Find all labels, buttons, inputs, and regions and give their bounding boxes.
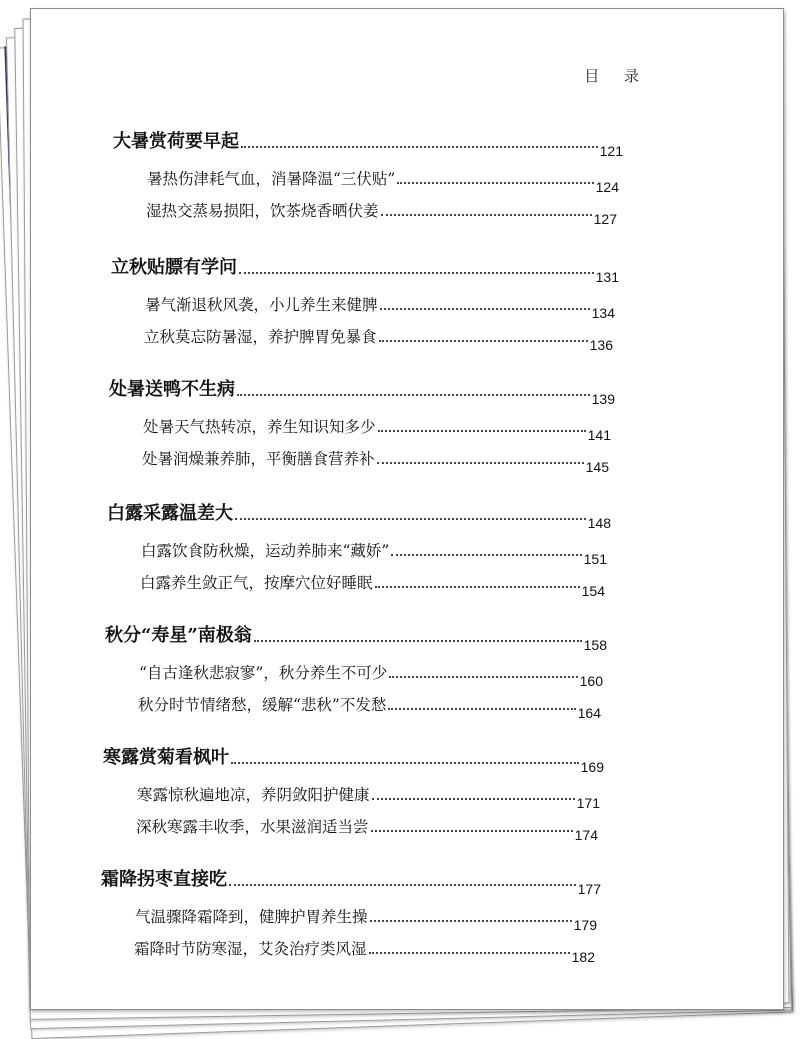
page-number: 179 [573,917,597,933]
dot-leader [231,762,579,764]
page-number: 164 [577,705,601,721]
chapter-title: 白露采露温差大 [107,503,233,524]
page-number: 151 [583,551,607,567]
chapter-title: 大暑赏荷要早起 [113,131,239,152]
toc-section-row[interactable] [147,167,619,195]
dot-leader [377,462,584,464]
toc-chapter-row[interactable] [105,621,607,653]
page-number: 139 [591,391,615,407]
page-number: 160 [579,673,603,689]
page-number: 136 [589,337,613,353]
dot-leader [369,952,570,954]
toc-chapter-row[interactable] [109,375,615,407]
dot-leader [239,272,594,274]
section-title: 白露养生敛正气，按摩穴位好睡眠 [140,574,373,592]
dot-leader [235,518,586,520]
chapter-title: 处暑送鸭不生病 [109,379,235,400]
page-number: 145 [585,459,609,475]
dot-leader [237,394,590,396]
toc-section-row[interactable] [145,293,615,321]
dot-leader [380,308,590,310]
toc-section-row[interactable] [141,539,607,567]
section-title: “自古逢秋悲寂寥”，秋分养生不可少 [139,664,388,682]
section-title: 暑热伤津耗气血，消暑降温“三伏贴” [147,170,396,188]
chapter-title: 立秋贴膘有学问 [111,257,237,278]
toc-chapter-row[interactable] [101,865,601,897]
dot-leader [375,586,580,588]
page-number: 158 [583,637,607,653]
section-title: 秋分时节情绪愁，缓解“悲秋”不发愁 [138,696,387,714]
table-of-contents [31,9,783,1009]
page-number: 177 [577,881,601,897]
dot-leader [391,554,581,556]
dot-leader [241,146,598,148]
toc-section-row[interactable] [137,783,600,811]
toc-section-row[interactable] [139,661,603,689]
dot-leader [254,640,582,642]
section-title: 寒露惊秋遍地凉，养阴敛阳护健康 [137,786,370,804]
page-number: 171 [576,795,600,811]
section-title: 暑气渐退秋风袭，小儿养生来健脾 [145,296,378,314]
toc-section-row[interactable] [135,905,597,933]
page-number: 141 [587,427,611,443]
toc-chapter-row[interactable] [113,127,623,159]
section-title: 处暑天气热转凉，养生知识知多少 [143,418,376,436]
page-number: 124 [595,179,619,195]
toc-section-row[interactable] [146,199,617,227]
page-header-title: 目 录 [584,67,649,85]
dot-leader [370,920,572,922]
dot-leader [388,708,575,710]
section-title: 湿热交蒸易损阳，饮茶烧香晒伏姜 [146,202,379,220]
page-number: 169 [580,759,604,775]
toc-section-row[interactable] [134,937,595,965]
chapter-title: 秋分“寿星”南极翁 [105,625,252,646]
section-title: 气温骤降霜降到，健脾护胃养生操 [135,908,368,926]
page-number: 174 [574,827,598,843]
page-number: 148 [587,515,611,531]
toc-section-row[interactable] [143,415,611,443]
page-number: 134 [591,305,615,321]
page-number: 131 [595,269,619,285]
toc-chapter-row[interactable] [103,743,604,775]
toc-section-row[interactable] [144,325,613,353]
toc-chapter-row[interactable] [107,499,611,531]
toc-section-row[interactable] [138,693,601,721]
dot-leader [379,340,588,342]
toc-section-row[interactable] [142,447,609,475]
section-title: 白露饮食防秋燥，运动养肺来“藏娇” [141,542,390,560]
dot-leader [378,430,586,432]
dot-leader [389,676,577,678]
chapter-title: 寒露赏菊看枫叶 [103,747,229,768]
toc-section-row[interactable] [140,571,605,599]
section-title: 立秋莫忘防暑湿，养护脾胃免暴食 [144,328,377,346]
toc-section-row[interactable] [136,815,598,843]
page-number: 154 [581,583,605,599]
dot-leader [381,214,592,216]
dot-leader [372,798,575,800]
section-title: 处暑润燥兼养肺，平衡膳食营养补 [142,450,375,468]
toc-chapter-row[interactable] [111,253,619,285]
dot-leader [397,182,593,184]
toc-page [30,8,784,1010]
page-number: 182 [571,949,595,965]
section-title: 霜降时节防寒湿，艾灸治疗类风湿 [134,940,367,958]
dot-leader [229,884,576,886]
chapter-title: 霜降拐枣直接吃 [101,869,227,890]
section-title: 深秋寒露丰收季，水果滋润适当尝 [136,818,369,836]
dot-leader [371,830,573,832]
page-number: 121 [599,143,623,159]
page-number: 127 [593,211,617,227]
